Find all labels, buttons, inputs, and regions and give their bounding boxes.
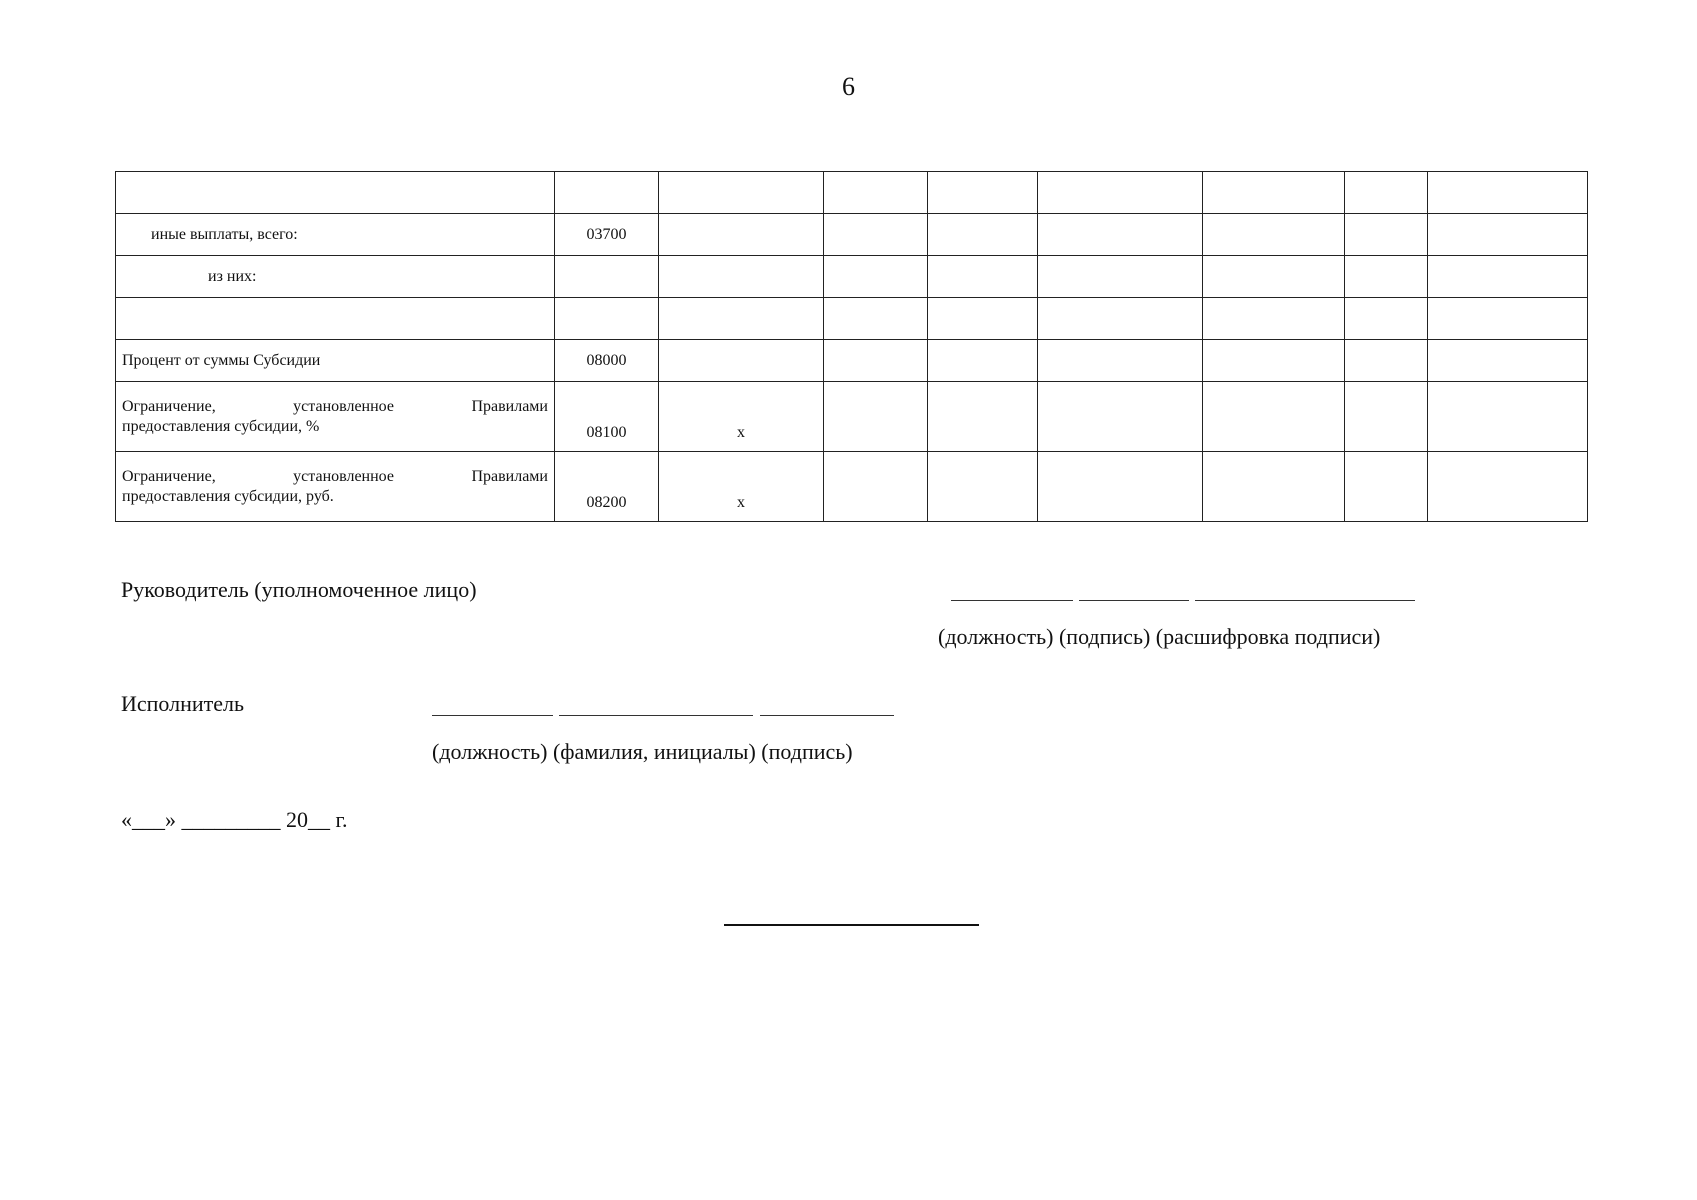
row-code: 08100 [555,382,659,452]
label-word: Правилами [471,467,548,485]
table-cell [1038,382,1203,452]
head-caption: (должность) (подпись) (расшифровка подписи) [938,624,1381,649]
table-cell [1203,214,1345,256]
table-cell [659,298,824,340]
row-label [116,298,555,340]
table-cell [1428,298,1588,340]
row-label: Процент от суммы Субсидии [116,340,555,382]
table-cell [824,382,928,452]
row-code: 08000 [555,340,659,382]
table-cell [824,452,928,522]
table-cell [1345,452,1428,522]
table-cell [824,214,928,256]
table-cell [1428,340,1588,382]
table-cell [1428,382,1588,452]
label-line2: предоставления субсидии, % [122,417,320,435]
row-label: из них: [116,256,555,298]
table-row [116,298,1588,340]
table-cell [1203,298,1345,340]
page-number: 6 [842,72,855,101]
row-code: 08200 [555,452,659,522]
executor-caption: (должность) (фамилия, инициалы) (подпись) [432,739,853,764]
executor-label: Исполнитель [121,691,245,716]
row-code [555,298,659,340]
table-cell [928,172,1038,214]
table-row [116,256,1588,298]
table-row [116,452,1588,522]
table-cell [1203,256,1345,298]
table-cell [1038,298,1203,340]
table-cell [1203,452,1345,522]
report-table [115,171,1588,522]
head-label: Руководитель (уполномоченное лицо) [121,577,477,602]
table-cell [928,214,1038,256]
table-row [116,172,1588,214]
label-line2: предоставления субсидии, руб. [122,487,334,505]
table-row [116,382,1588,452]
row-mark: x [659,382,824,452]
table-cell [928,340,1038,382]
head-decoding-line [1195,600,1415,601]
label-word: Правилами [471,397,548,415]
table-cell [659,172,824,214]
table-cell [1203,172,1345,214]
table-cell [1428,214,1588,256]
table-cell [824,172,928,214]
table-row [116,214,1588,256]
executor-position-line [432,715,553,716]
table-cell [1345,340,1428,382]
row-label: иные выплаты, всего: [116,214,555,256]
table-cell [1345,298,1428,340]
label-word: установленное [293,397,394,415]
head-signature-line [1079,600,1189,601]
row-code [555,256,659,298]
row-mark: x [659,452,824,522]
table-cell [1038,340,1203,382]
date-line: «___» _________ 20__ г. [121,807,348,832]
label-word: Ограничение, [122,467,216,485]
table-cell [1428,256,1588,298]
label-word: Ограничение, [122,397,216,415]
head-position-line [951,600,1073,601]
row-code: 03700 [555,214,659,256]
table-cell [928,256,1038,298]
executor-signature-line [760,715,894,716]
table-cell [659,340,824,382]
table-cell [1203,340,1345,382]
table-cell [1203,382,1345,452]
footer-rule [724,924,979,926]
table-cell [1345,172,1428,214]
table-cell [928,382,1038,452]
table-cell [1345,256,1428,298]
table-cell [1038,214,1203,256]
table-cell [1428,172,1588,214]
row-label [116,172,555,214]
table-cell [1345,214,1428,256]
row-label [116,452,555,522]
table-cell [1345,382,1428,452]
table-cell [928,452,1038,522]
table-cell [1428,452,1588,522]
row-label [116,382,555,452]
table-cell [928,298,1038,340]
table-cell [1038,256,1203,298]
label-word: установленное [293,467,394,485]
row-code [555,172,659,214]
table-cell [1038,452,1203,522]
table-cell [824,256,928,298]
table-row [116,340,1588,382]
table-cell [824,340,928,382]
table-cell [824,298,928,340]
table-cell [1038,172,1203,214]
executor-name-line [559,715,753,716]
table-cell [659,256,824,298]
table-cell [659,214,824,256]
